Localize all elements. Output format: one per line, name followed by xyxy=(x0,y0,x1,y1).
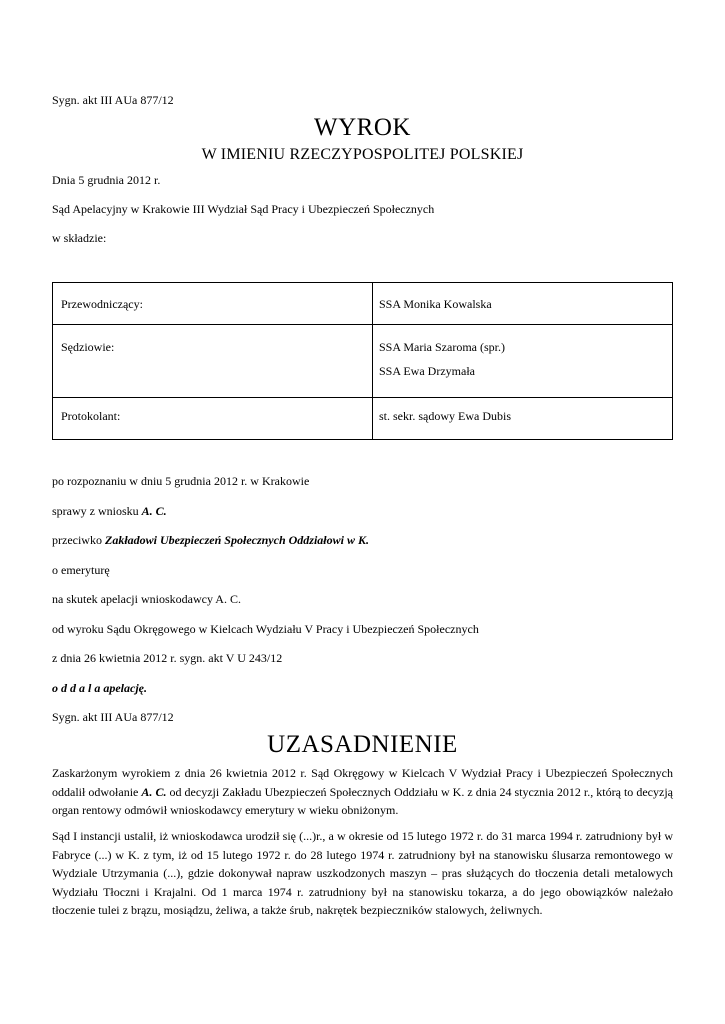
judge-1: SSA Maria Szaroma (spr.) xyxy=(379,340,505,354)
document-title: WYROK xyxy=(314,114,411,141)
row-label-presiding: Przewodniczący: xyxy=(61,297,143,311)
subject-line: o emeryturę xyxy=(52,563,110,577)
applicant-name-ref: A. C. xyxy=(141,784,167,799)
presiding-judge: SSA Monika Kowalska xyxy=(379,297,492,311)
case-number: Sygn. akt III AUa 877/12 xyxy=(52,93,174,107)
appeal-line: na skutek apelacji wnioskodawcy A. C. xyxy=(52,592,241,606)
judgment-date: Dnia 5 grudnia 2012 r. xyxy=(52,173,161,187)
respondent-name: Zakładowi Ubezpieczeń Społecznych Oddziałowi w K. xyxy=(104,533,369,547)
composition-label: w składzie: xyxy=(52,231,107,245)
judge-2: SSA Ewa Drzymała xyxy=(379,364,475,378)
justification-paragraph-1: Zaskarżonym wyrokiem z dnia 26 kwietnia 2012 r. Sąd Okręgowy w Kielcach V Wydział Pracy i Ubezpieczeń Społecznych oddalił odwołanie A. C. od decyzji Zakładu Ubezpieczeń Społecznych Oddziału w K. z dnia 24 stycznia 2012 r., którą to decyzją organ rentowy odmówił wnioskodawcy emerytury w wieku obniżonym. xyxy=(52,766,673,817)
decision-line: o d d a l a apelację. xyxy=(52,681,147,695)
row-label-clerk: Protokolant: xyxy=(61,409,121,423)
court-name: Sąd Apelacyjny w Krakowie III Wydział Sąd Pracy i Ubezpieczeń Społecznych xyxy=(52,202,435,216)
table-row xyxy=(53,398,673,440)
table-row xyxy=(53,283,673,325)
justification-paragraph-2: Sąd I instancji ustalił, iż wnioskodawca urodził się (...)r., a w okresie od 15 lutego 1972 r. do 31 marca 1994 r. zatrudniony był w Fabryce (...) w K. z tym, iż od 15 lutego 1972 r. do 28 lutego 1974 r. zatrudniony był na stanowisku ślusarza remontowego w Wydziale Utrzymania (...), gdzie dokonywał napraw uszkodzonych maszyn – pras służących do tłoczenia detali metalowych Wydziału Tłoczni i Krajalni. Od 1 marca 1974 r. zatrudniony był na stanowisku tokarza, a do jego obowiązków należało tłoczenie tulei z brązu, mosiądzu, żeliwa, a także śrub, nakrętek bezpieczników stalowych, żeliwnych. xyxy=(52,829,673,917)
lower-court-line: od wyroku Sądu Okręgowego w Kielcach Wydziału V Pracy i Ubezpieczeń Społecznych xyxy=(52,622,479,636)
lower-judgment-line: z dnia 26 kwietnia 2012 r. sygn. akt V U 243/12 xyxy=(52,651,283,665)
court-clerk: st. sekr. sądowy Ewa Dubis xyxy=(379,409,511,423)
table-row xyxy=(53,325,673,398)
document-subtitle: W IMIENIU RZECZYPOSPOLITEJ POLSKIEJ xyxy=(201,146,524,163)
row-label-judges: Sędziowie: xyxy=(61,340,115,354)
applicant-name: A. C. xyxy=(141,504,167,518)
hearing-line: po rozpoznaniu w dniu 5 grudnia 2012 r. w Krakowie xyxy=(52,474,310,488)
justification-case-number: Sygn. akt III AUa 877/12 xyxy=(52,710,174,724)
applicant-line: sprawy z wniosku A. C. xyxy=(52,504,167,518)
respondent-line: przeciwko Zakładowi Ubezpieczeń Społecznych Oddziałowi w K. xyxy=(52,533,369,547)
justification-title: UZASADNIENIE xyxy=(267,731,458,758)
court-panel-table xyxy=(52,282,673,440)
